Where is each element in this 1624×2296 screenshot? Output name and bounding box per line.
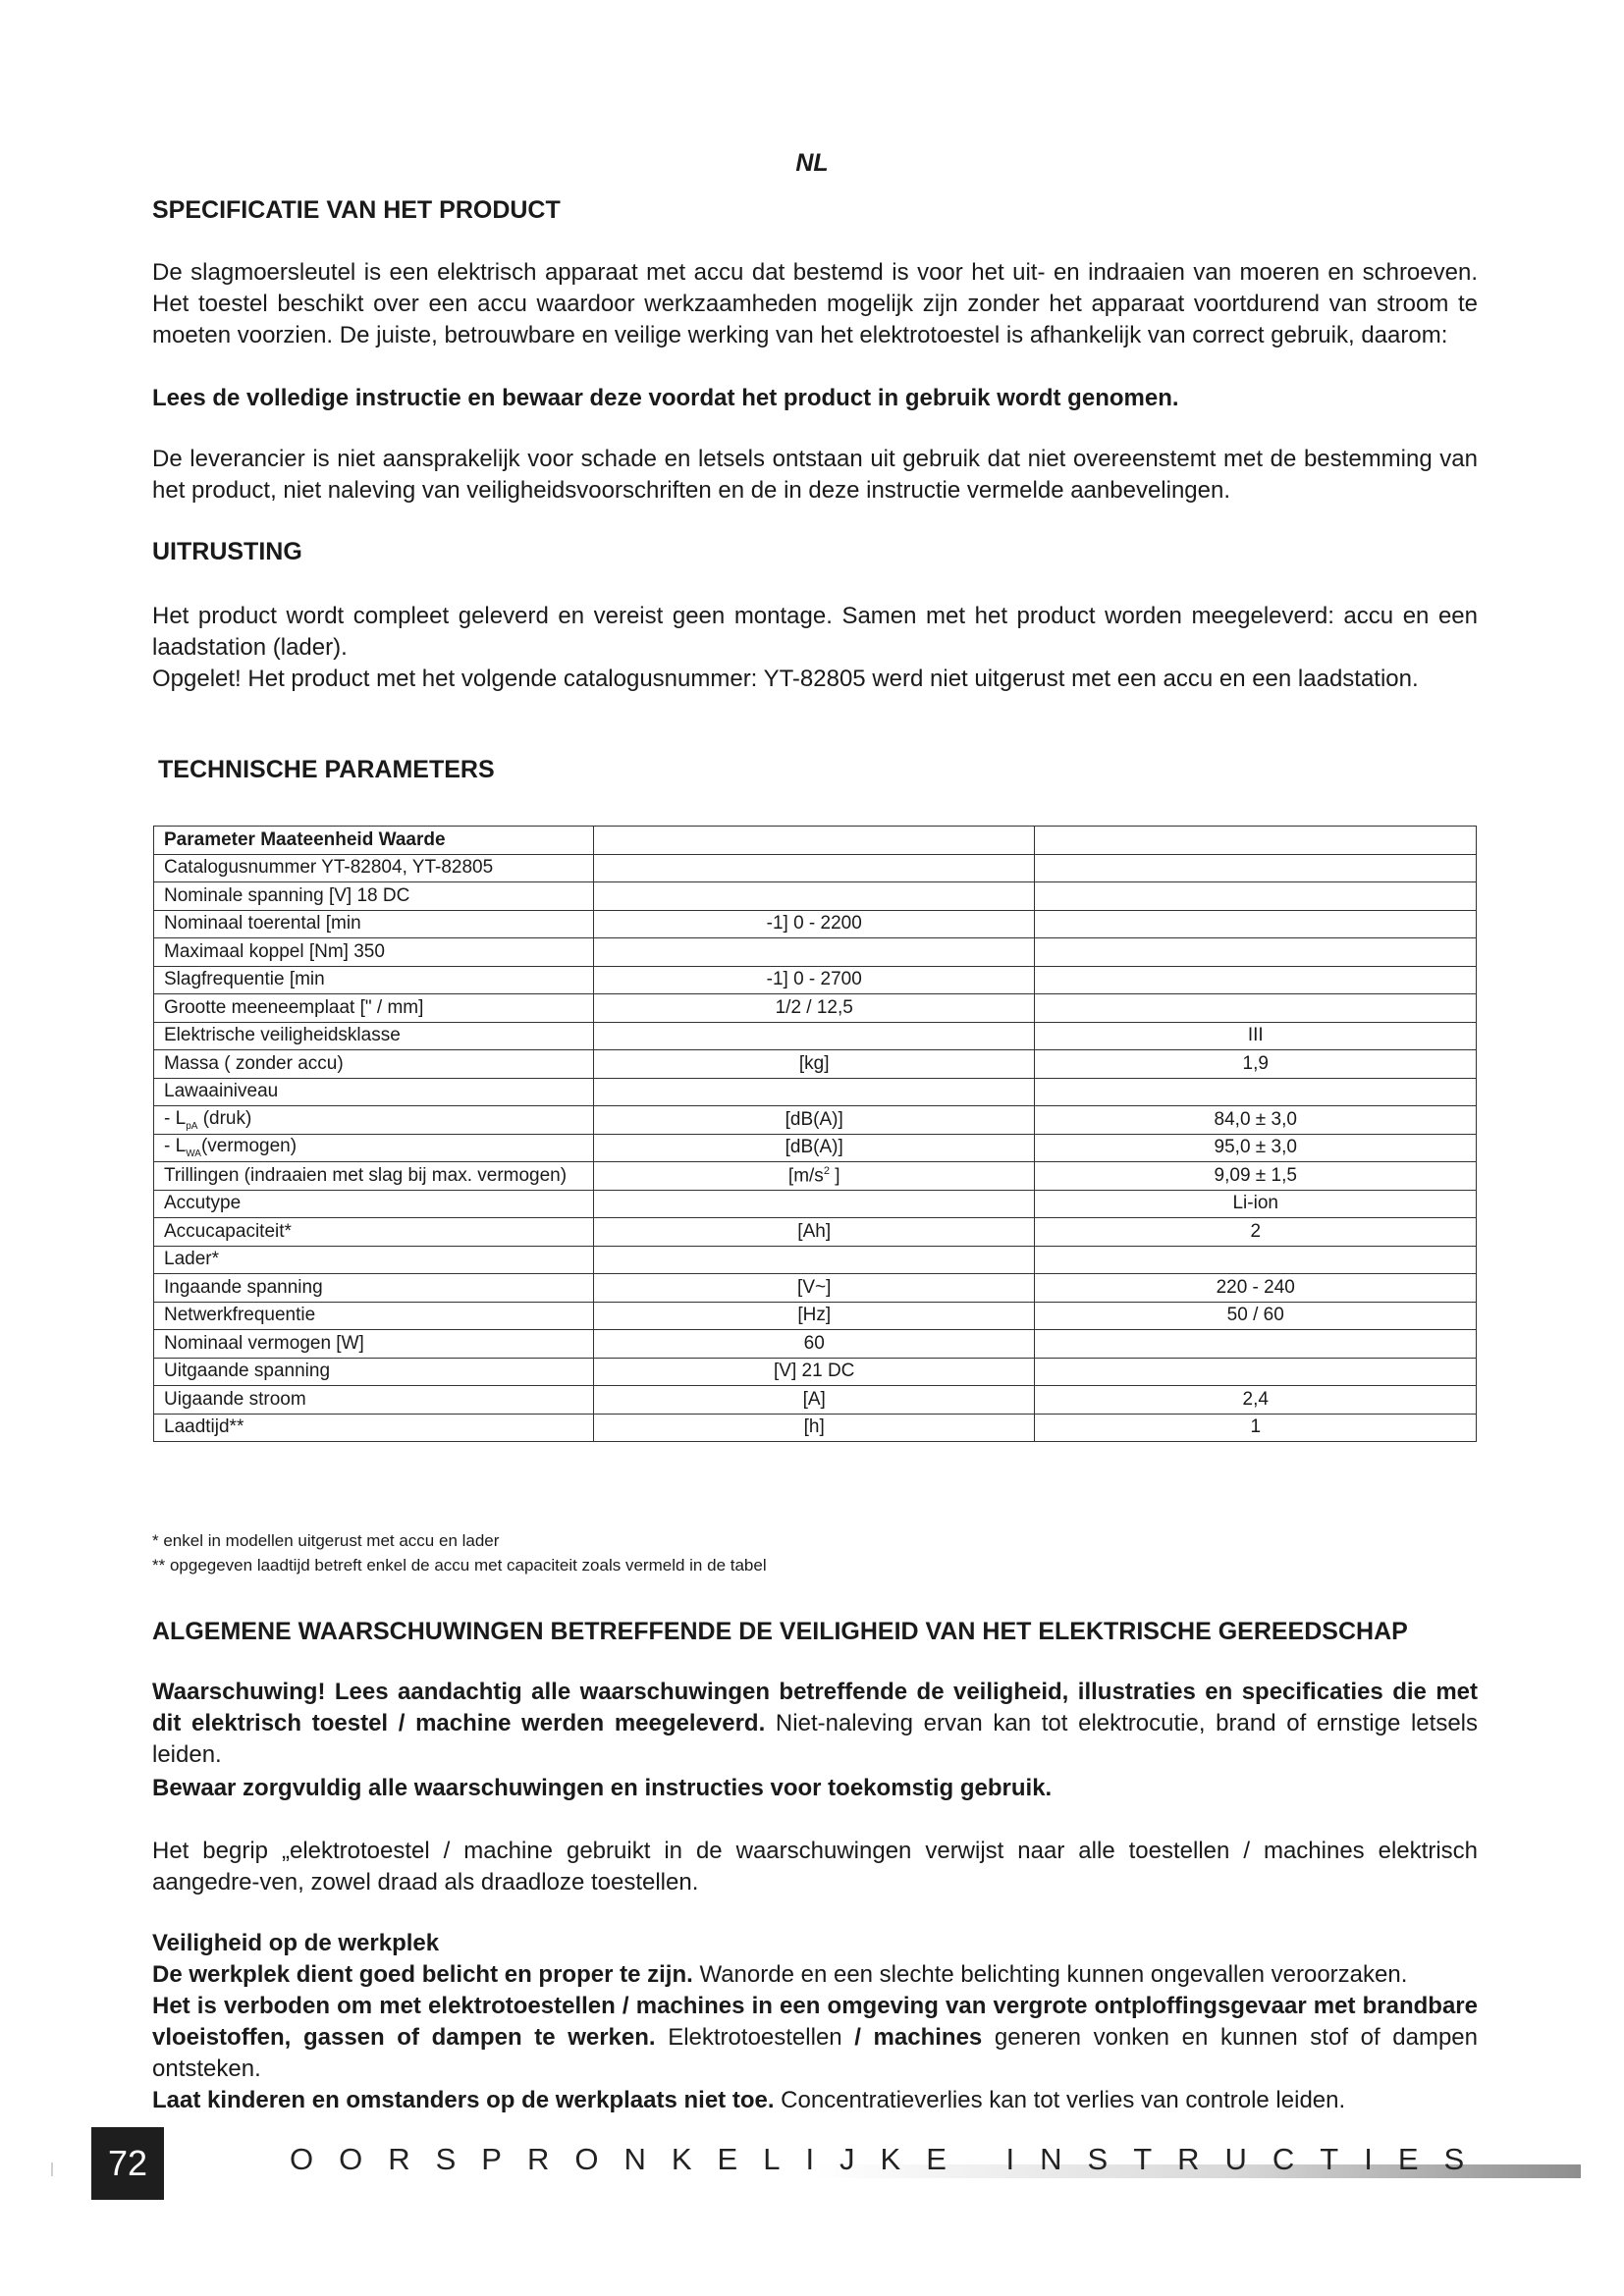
parameter-cell: Lader* [154, 1246, 594, 1274]
paragraph [152, 444, 1478, 507]
parameter-cell: Slagfrequentie [min [154, 966, 594, 994]
parameters-table [153, 826, 1477, 1442]
unit-cell [593, 854, 1035, 882]
bold-text: / machines [854, 2024, 983, 2051]
table-row [154, 1106, 1477, 1135]
value-cell: 220 - 240 [1035, 1274, 1477, 1303]
value-cell: III [1035, 1022, 1477, 1050]
table-row [154, 1246, 1477, 1274]
footnote: * enkel in modellen uitgerust met accu en lader [152, 1531, 500, 1550]
parameter-cell: Nominaal vermogen [W] [154, 1330, 594, 1359]
unit-cell: 1/2 / 12,5 [593, 994, 1035, 1023]
value-cell: Li-ion [1035, 1190, 1477, 1218]
paragraph-text [152, 2085, 1478, 2116]
unit-cell: [V] 21 DC [593, 1358, 1035, 1386]
value-cell: 9,09 ± 1,5 [1035, 1162, 1477, 1191]
table-header-row [154, 827, 1477, 855]
bold-text: Laat kinderen en omstanders op de werkplaats niet toe. [152, 2087, 775, 2113]
parameter-cell: Grootte meeneemplaat [" / mm] [154, 994, 594, 1023]
value-cell: 2 [1035, 1218, 1477, 1247]
section-specificatie [152, 196, 1478, 225]
unit-cell: 60 [593, 1330, 1035, 1359]
table-row [154, 994, 1477, 1023]
table-row [154, 1358, 1477, 1386]
value-cell [1035, 938, 1477, 967]
unit-cell: -1] 0 - 2700 [593, 966, 1035, 994]
parameter-cell: Laadtijd** [154, 1414, 594, 1442]
table-row [154, 1414, 1477, 1442]
table-row [154, 882, 1477, 911]
table-row [154, 938, 1477, 967]
paragraph-bold-text: Bewaar zorgvuldig alle waarschuwingen en instructies voor toekomstig gebruik. [152, 1775, 1053, 1801]
parameter-cell: Nominale spanning [V] 18 DC [154, 882, 594, 911]
section-technische-parameters [158, 756, 1484, 784]
table-row [154, 1302, 1477, 1330]
value-cell [1035, 910, 1477, 938]
table-row [154, 966, 1477, 994]
unit-cell: [h] [593, 1414, 1035, 1442]
value-cell: 1,9 [1035, 1050, 1477, 1079]
unit-cell: [dB(A)] [593, 1106, 1035, 1135]
unit-cell: [kg] [593, 1050, 1035, 1079]
unit-cell [593, 827, 1035, 855]
unit-cell [593, 1022, 1035, 1050]
paragraph-text: De slagmoersleutel is een elektrisch apparaat met accu dat bestemd is voor het uit- en indraaien van moeren en schroeven. Het toestel beschikt over een accu waardoor werkzaamheden mogelijk zijn zonder het apparaat voortdurend van stroom te moeten voorzien. De juiste, betrouwbare en veilige werking van het elektrotoestel is afhankelijk van correct gebruik, daarom: [152, 259, 1478, 348]
paragraph-bold-text: Lees de volledige instructie en bewaar deze voordat het product in gebruik wordt genomen. [152, 385, 1179, 411]
table-row [154, 854, 1477, 882]
table-row [154, 1190, 1477, 1218]
section-algemene-waarschuwingen [152, 1618, 1478, 1646]
page-number: 72 [91, 2127, 164, 2200]
parameter-cell: Ingaande spanning [154, 1274, 594, 1303]
parameter-cell: Parameter Maateenheid Waarde [154, 827, 594, 855]
parameter-cell: Maximaal koppel [Nm] 350 [154, 938, 594, 967]
table-row [154, 1134, 1477, 1162]
subsection-title: Veiligheid op de werkplek [152, 1930, 440, 1956]
parameter-cell: Lawaainiveau [154, 1078, 594, 1106]
value-cell: 95,0 ± 3,0 [1035, 1134, 1477, 1162]
paragraph [152, 1677, 1478, 1771]
parameter-cell: Elektrische veiligheidsklasse [154, 1022, 594, 1050]
paragraph-text: Opgelet! Het product met het volgende catalogusnummer: YT-82805 werd niet uitgerust met een accu en een laadstation. [152, 666, 1419, 692]
table-row [154, 1330, 1477, 1359]
parameter-cell: Catalogusnummer YT-82804, YT-82805 [154, 854, 594, 882]
regular-text: generen vonken en kunnen stof of dampen ontsteken. [152, 2024, 1478, 2082]
table-row [154, 1022, 1477, 1050]
regular-text: Niet-naleving ervan kan tot elektrocutie, brand of ernstige letsels leiden. [152, 1710, 1479, 1768]
table-row [154, 1274, 1477, 1303]
paragraph [152, 601, 1478, 664]
paragraph [152, 664, 1478, 695]
footer-title: OORSPRONKELIJKE INSTRUCTIES [290, 2142, 1490, 2176]
section-uitrusting [152, 538, 1478, 566]
value-cell [1035, 966, 1477, 994]
parameter-cell: - $L_{WA}(vermogen)$ [154, 1134, 594, 1162]
unit-cell [593, 1078, 1035, 1106]
section-title: ALGEMENE WAARSCHUWINGEN BETREFFENDE DE VEILIGHEID VAN HET ELEKTRISCHE GEREEDSCHAP [152, 1618, 1408, 1645]
bold-text: Het is verboden om met elektrotoestellen / machines in een omgeving van vergrote ontploffingsgevaar met brandbare vloeistoffen, gassen of dampen te werken. [152, 1993, 1478, 2051]
unit-cell: [A] [593, 1386, 1035, 1415]
parameter-cell: Accucapaciteit* [154, 1218, 594, 1247]
bold-text: Waarschuwing! Lees aandachtig alle waarschuwingen betreffende de veiligheid, illustraties en specificaties die met dit elektrisch toestel / machine werden meegeleverd. [152, 1679, 1478, 1736]
paragraph-text: Het product wordt compleet geleverd en vereist geen montage. Samen met het product worden meegeleverd: accu en een laadstation (lader). [152, 603, 1478, 661]
unit-cell: [$m/s^2$ ] [593, 1162, 1035, 1191]
paragraph [152, 1773, 1478, 1804]
paragraph [152, 383, 1478, 414]
parameter-cell: Massa ( zonder accu) [154, 1050, 594, 1079]
regular-text: Elektrotoestellen [655, 2024, 855, 2051]
value-cell [1035, 882, 1477, 911]
unit-cell: -1] 0 - 2200 [593, 910, 1035, 938]
value-cell [1035, 827, 1477, 855]
value-cell [1035, 994, 1477, 1023]
paragraph-text: Het begrip „elektrotoestel / machine gebruikt in de waarschuwingen verwijst naar alle toestellen / machines elektrisch aangedre-ven, zowel draad als draadloze toestellen. [152, 1838, 1478, 1896]
section-title: TECHNISCHE PARAMETERS [158, 756, 495, 783]
section-title: UITRUSTING [152, 538, 302, 565]
unit-cell: [Hz] [593, 1302, 1035, 1330]
subsection-veiligheid [152, 1928, 1478, 2116]
value-cell: 2,4 [1035, 1386, 1477, 1415]
parameter-cell: Uitgaande spanning [154, 1358, 594, 1386]
unit-cell [593, 938, 1035, 967]
table-row [154, 1162, 1477, 1191]
value-cell [1035, 1330, 1477, 1359]
value-cell [1035, 1246, 1477, 1274]
paragraph-text [152, 1991, 1478, 2085]
section-title: SPECIFICATIE VAN HET PRODUCT [152, 196, 561, 224]
paragraph-text: De leverancier is niet aansprakelijk voor schade en letsels ontstaan uit gebruik dat niet overeenstemt met de bestemming van het product, niet naleving van veiligheidsvoorschriften en de in deze instructie vermelde aanbevelingen. [152, 446, 1478, 504]
table-notes [152, 1528, 767, 1577]
unit-cell: [dB(A)] [593, 1134, 1035, 1162]
parameter-cell: Netwerkfrequentie [154, 1302, 594, 1330]
value-cell [1035, 1078, 1477, 1106]
footnote: ** opgegeven laadtijd betreft enkel de accu met capaciteit zoals vermeld in de tabel [152, 1556, 767, 1575]
table-row [154, 1078, 1477, 1106]
paragraph [152, 257, 1478, 351]
value-cell [1035, 1358, 1477, 1386]
unit-cell [593, 882, 1035, 911]
regular-text: Wanorde en een slechte belichting kunnen ongevallen veroorzaken. [692, 1961, 1408, 1988]
paragraph-text [152, 1677, 1478, 1771]
table-row [154, 1386, 1477, 1415]
margin-tick [51, 2163, 53, 2176]
bold-text: De werkplek dient goed belicht en proper te zijn. [152, 1961, 693, 1988]
parameter-cell: Nominaal toerental [min [154, 910, 594, 938]
paragraph [152, 1836, 1478, 1898]
parameter-cell: - $L_{pA}$ (druk) [154, 1106, 594, 1135]
unit-cell [593, 1246, 1035, 1274]
value-cell: 84,0 ± 3,0 [1035, 1106, 1477, 1135]
parameter-cell: Trillingen (indraaien met slag bij max. vermogen) [154, 1162, 594, 1191]
unit-cell: [Ah] [593, 1218, 1035, 1247]
parameter-cell: Accutype [154, 1190, 594, 1218]
table-row [154, 1050, 1477, 1079]
language-code: NL [795, 149, 829, 177]
unit-cell [593, 1190, 1035, 1218]
value-cell: 50 / 60 [1035, 1302, 1477, 1330]
value-cell [1035, 854, 1477, 882]
unit-cell: [V~] [593, 1274, 1035, 1303]
value-cell: 1 [1035, 1414, 1477, 1442]
table-row [154, 910, 1477, 938]
parameter-cell: Uigaande stroom [154, 1386, 594, 1415]
paragraph-text [152, 1959, 1478, 1991]
table-row [154, 1218, 1477, 1247]
regular-text: Concentratieverlies kan tot verlies van controle leiden. [774, 2087, 1346, 2113]
